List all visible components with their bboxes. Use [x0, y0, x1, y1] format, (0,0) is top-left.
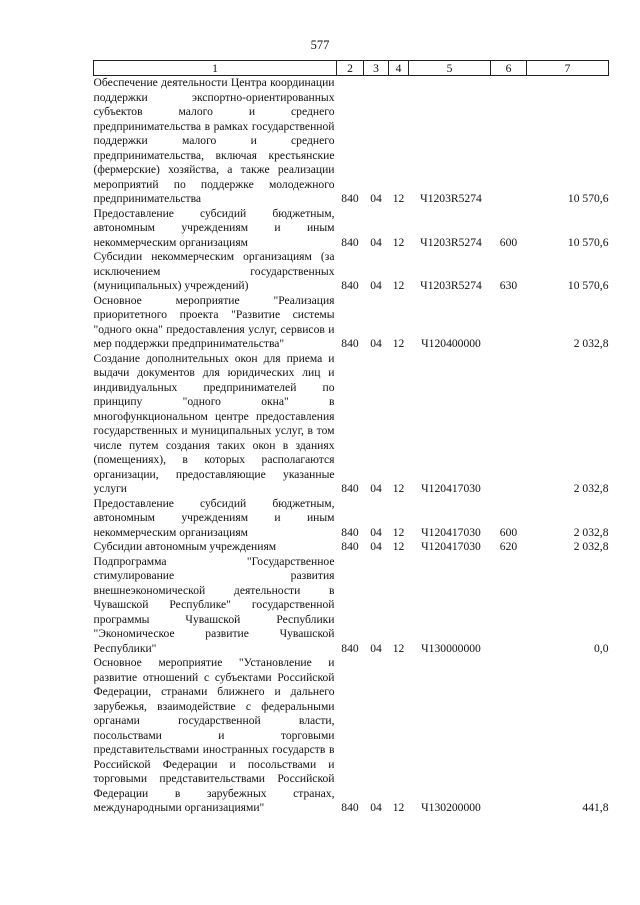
- section-code: 04: [370, 482, 382, 495]
- page-number: 577: [310, 38, 330, 52]
- expense-type-code: [491, 352, 527, 497]
- grbs-code: 840: [341, 801, 359, 814]
- table-row: [94, 540, 609, 555]
- item-name: Субсидии автономным учреждениям: [93, 540, 277, 553]
- target-article-code: Ч130000000: [421, 641, 481, 655]
- grbs-code: 840: [341, 482, 359, 495]
- section-code: 04: [370, 801, 382, 814]
- item-name: Основное мероприятие "Установление и развитие отношений с субъектами Российской Федерации, странами ближнего и дальнего зарубежья, взаимодействие с федеральными органами государственной власти, посольствами и торговыми представительствами иностранных государств в Российской Федерации и посольствами и торговыми представительствами Российской Федерации в зарубежных странах, международными организациями": [93, 656, 335, 814]
- item-name: Предоставление субсидий бюджетным, автономным учреждениям и иным некоммерческим организациям: [93, 206, 335, 249]
- expense-type-code: [491, 555, 527, 657]
- grbs-code: 840: [341, 235, 359, 249]
- target-article-code: Ч120400000: [421, 337, 481, 350]
- grbs-code: 840: [341, 540, 359, 553]
- table-body: [94, 76, 609, 816]
- table-row: [94, 656, 609, 816]
- table-row: [94, 76, 609, 207]
- table-row: [94, 352, 609, 497]
- column-header: 3: [364, 61, 389, 76]
- item-name: Обеспечение деятельности Центра координации поддержки экспортно-ориентированных субъектов малого и среднего предпринимательства в рамках государственной поддержки малого и среднего предпринимательства, включая крестьянские (фермерские) хозяйства, а также реализации мероприятий по поддержке молодежного предпринимательства: [93, 76, 335, 205]
- subsection-code: 12: [392, 525, 405, 539]
- item-name: Создание дополнительных окон для приема и выдачи документов для юридических лиц и индивидуальных предпринимателей по принципу "одного окна" в многофункциональном центре предоставления государственных и муниципальных услуг, в том числе путем создания таких окон в зданиях (помещениях), в которых располагаются организации, предоставляющие указанные услуги: [93, 351, 335, 495]
- column-header: 2: [337, 61, 364, 76]
- amount: 2 032,8: [573, 337, 609, 350]
- table-row: [94, 294, 609, 352]
- amount: 10 570,6: [567, 235, 609, 249]
- amount: 10 570,6: [567, 192, 609, 205]
- grbs-code: 840: [341, 279, 359, 292]
- column-header: 5: [409, 61, 491, 76]
- table-row: [94, 250, 609, 294]
- target-article-code: Ч1203R5274: [420, 235, 482, 249]
- grbs-code: 840: [341, 525, 359, 539]
- amount: 2 032,8: [573, 482, 609, 495]
- subsection-code: 12: [392, 337, 405, 350]
- budget-table: [93, 60, 609, 816]
- amount: 0,0: [594, 641, 609, 655]
- item-name: Основное мероприятие "Реализация приоритетного проекта "Развитие системы "одного окна" предоставления услуг, сервисов и мер поддержки предпринимательства": [93, 293, 335, 350]
- target-article-code: Ч1203R5274: [420, 192, 482, 205]
- grbs-code: 840: [341, 192, 359, 205]
- column-header: 7: [527, 61, 609, 76]
- subsection-code: 12: [392, 540, 405, 553]
- section-code: 04: [370, 192, 382, 205]
- subsection-code: 12: [392, 482, 405, 495]
- expense-type-code: 630: [499, 279, 518, 292]
- section-code: 04: [370, 235, 382, 249]
- section-code: 04: [370, 525, 382, 539]
- target-article-code: Ч120417030: [421, 540, 481, 553]
- amount: 10 570,6: [567, 279, 609, 292]
- target-article-code: Ч130200000: [421, 801, 481, 814]
- expense-type-code: [491, 656, 527, 816]
- grbs-code: 840: [341, 337, 359, 350]
- amount: 441,8: [582, 801, 609, 814]
- table-row: [94, 207, 609, 251]
- subsection-code: 12: [392, 279, 405, 292]
- section-code: 04: [370, 641, 382, 655]
- table-header: [94, 61, 609, 76]
- expense-type-code: 600: [499, 235, 518, 249]
- target-article-code: Ч120417030: [421, 525, 481, 539]
- amount: 2 032,8: [573, 525, 609, 539]
- section-code: 04: [370, 279, 382, 292]
- item-name: Предоставление субсидий бюджетным, автономным учреждениям и иным некоммерческим организациям: [93, 496, 335, 539]
- table-row: [94, 555, 609, 657]
- expense-type-code: 600: [499, 525, 518, 539]
- item-name: Подпрограмма "Государственное стимулирование развития внешнеэкономической деятельности в Чувашской Республике" государственной программы Чувашской Республики "Экономическое развитие Чувашской Республики": [93, 554, 335, 655]
- expense-type-code: [491, 294, 527, 352]
- amount: 2 032,8: [573, 540, 609, 553]
- target-article-code: Ч1203R5274: [420, 279, 482, 292]
- header-row: [94, 61, 609, 76]
- subsection-code: 12: [392, 192, 405, 205]
- column-header: 6: [491, 61, 527, 76]
- column-header: 1: [94, 61, 337, 76]
- expense-type-code: 620: [499, 540, 518, 553]
- item-name: Субсидии некоммерческим организациям (за исключением государственных (муниципальных) учреждений): [93, 250, 335, 292]
- column-header: 4: [389, 61, 409, 76]
- section-code: 04: [370, 540, 382, 553]
- subsection-code: 12: [392, 801, 405, 814]
- subsection-code: 12: [392, 641, 405, 655]
- subsection-code: 12: [392, 235, 405, 249]
- table-row: [94, 497, 609, 541]
- target-article-code: Ч120417030: [421, 482, 481, 495]
- section-code: 04: [370, 337, 382, 350]
- expense-type-code: [491, 76, 527, 207]
- grbs-code: 840: [341, 641, 359, 655]
